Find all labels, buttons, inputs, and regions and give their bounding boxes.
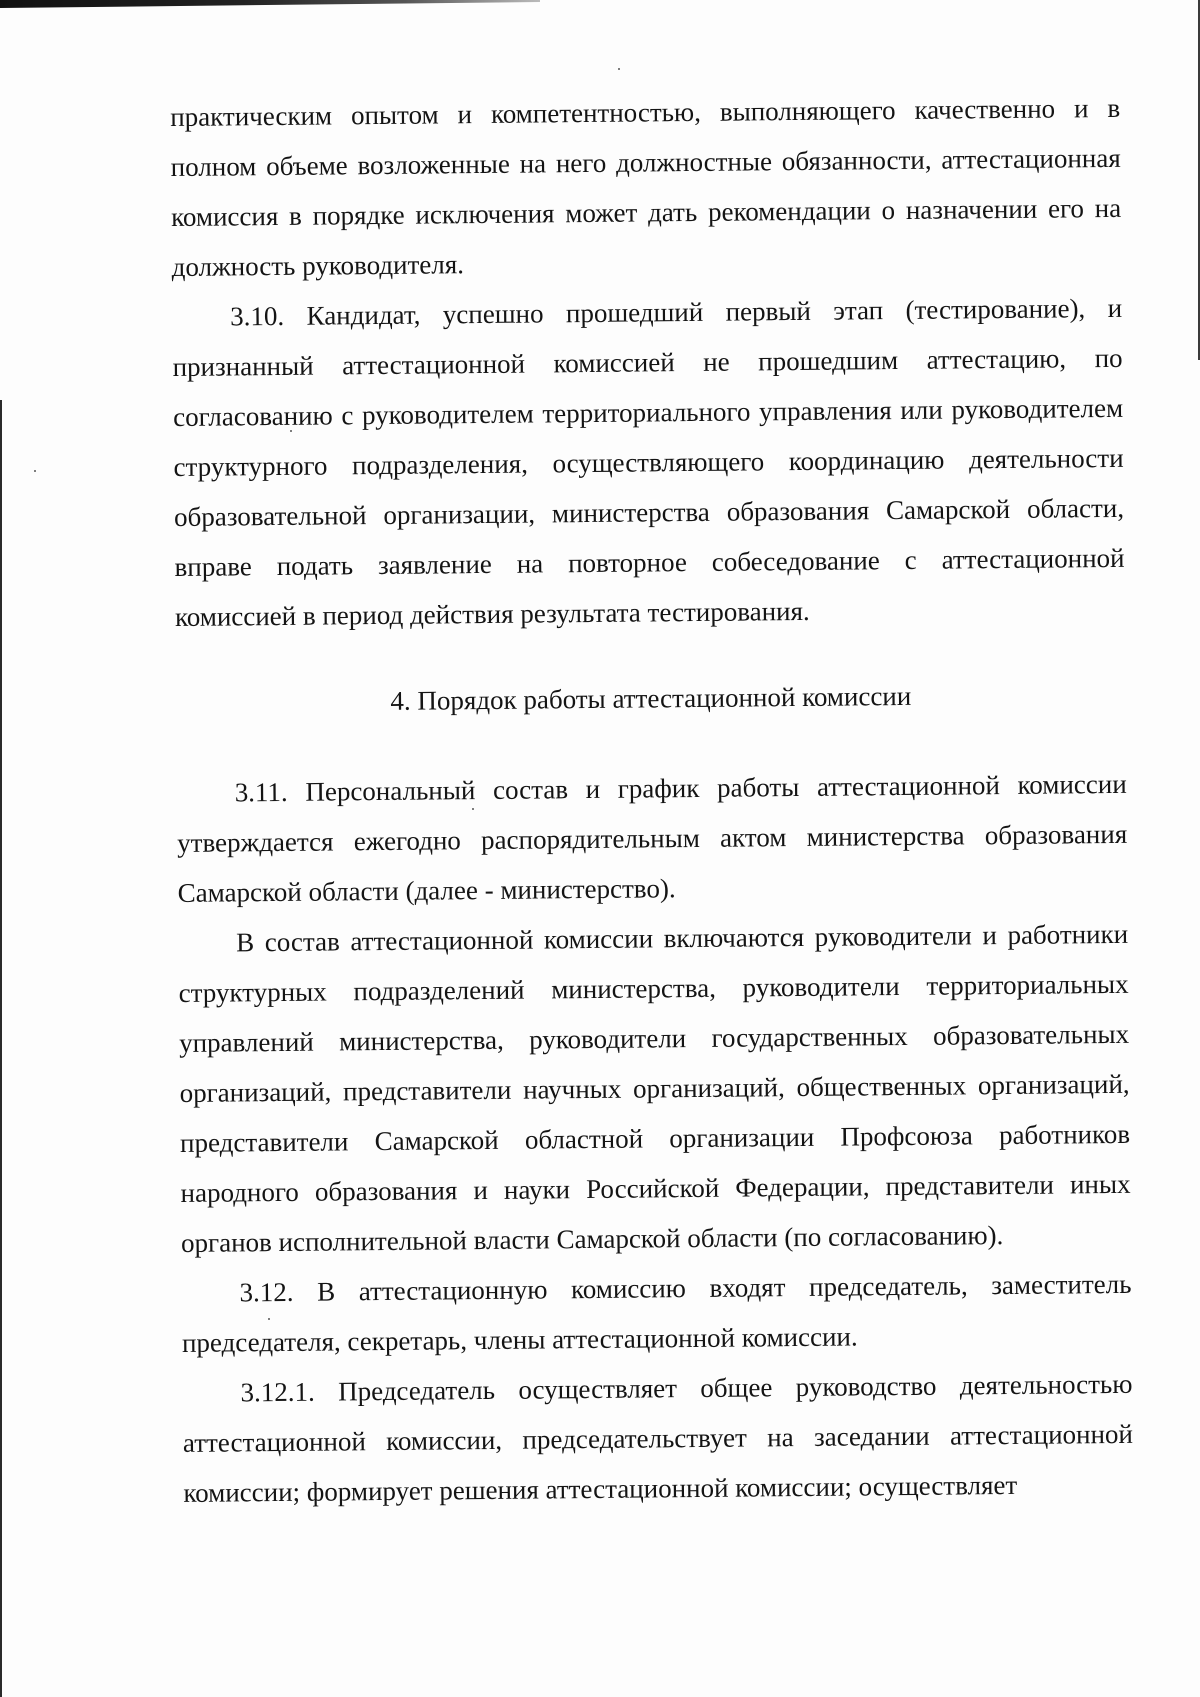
paragraph-continuation: практическим опытом и компетентностью, выполняющего качественно и в полном объеме возложенные на него должностные обязанности, аттестационная комиссия в порядке исключения может дать рекомендации о назначении его на должность руководителя. (170, 92, 1122, 282)
paragraph-3-10: 3.10. Кандидат, успешно прошедший первый этап (тестирование), и признанный аттестационной комиссией не прошедшим аттестацию, по согласованию с руководителем территориального управления или руководителем структурного подразделения, осуществляющего координацию деятельности образовательной организации, министерства образования Самарской области, вправе подать заявление на повторное собеседование с аттестационной комиссией в период действия результата тестирования. (172, 292, 1125, 632)
scan-speck (34, 470, 36, 472)
paragraph-composition: В состав аттестационной комиссии включаются руководители и работники структурных подразделений министерства, руководители территориальных управлений министерства, руководители государственных образовательных организаций, представители научных организаций, общественных организаций, представители Самарской областной организации Профсоюза работников народного образования и науки Российской Федерации, представители иных органов исполнительной власти Самарской области (по согласованию). (178, 918, 1131, 1258)
paragraph-3-12: 3.12. В аттестационную комиссию входят председатель, заместитель председателя, секретарь, члены аттестационной комиссии. (181, 1268, 1132, 1358)
scan-border-left (0, 400, 2, 1697)
scan-speck (618, 68, 620, 70)
paragraph-3-12-1: 3.12.1. Председатель осуществляет общее руководство деятельностью аттестационной комиссии, председательствует на заседании аттестационной комиссии; формирует решения аттестационной комиссии; осуществляет (182, 1368, 1134, 1508)
scan-edge-mark (0, 0, 540, 8)
section-heading: 4. Порядок работы аттестационной комиссии (390, 680, 912, 716)
paragraph-3-11: 3.11. Персональный состав и график работы аттестационной комиссии утверждается ежегодно распорядительным актом министерства образования Самарской области (далее - министерство). (177, 768, 1128, 908)
document-body (170, 83, 1134, 1518)
